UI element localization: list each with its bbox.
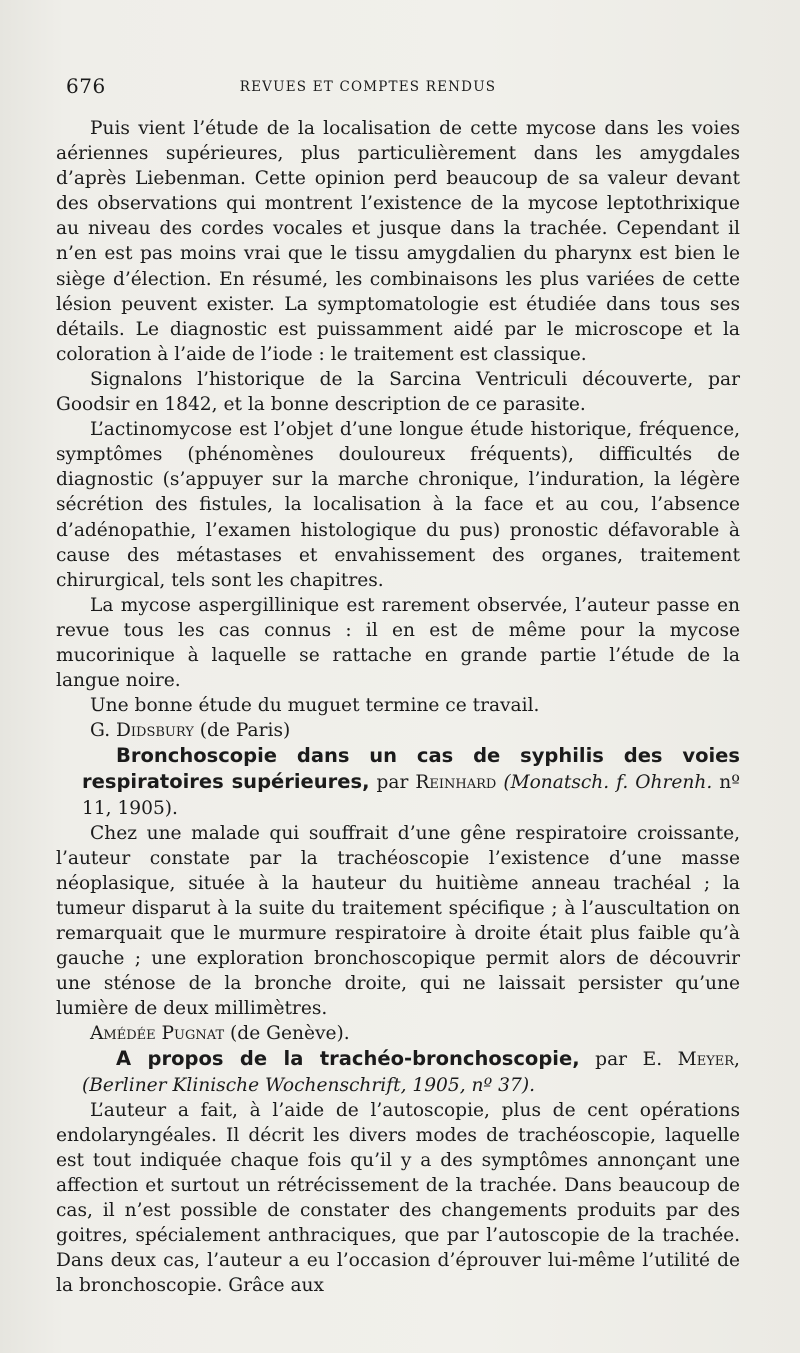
review1-paragraph-5: Une bonne étude du muguet termine ce travail. (90, 695, 540, 717)
review1-paragraph-2: Signalons l’historique de la Sarcina Ventriculi découverte, par Goodsir en 1842, et la bonne description de ce parasite. (56, 368, 740, 416)
review2-source: (Monatsch. f. Ohrenh. (503, 772, 713, 794)
review1-signature-place: (de Paris) (199, 720, 291, 742)
review3-paragraph: L’auteur a fait, à l’aide de l’autoscopie, plus de cent opérations endolaryngéales. Il décrit les divers modes de trachéoscopie, laquelle est tout indiquée chaque fois qu’il y a des symptômes annonçant une affection et surtout un rétrécissement de la trachée. Dans beaucoup de cas, il n’est possible de constater des changements produits par des goitres, spécialement anthraciques, que par l’autoscopie de la trachée. Dans deux cas, l’auteur a eu l’occasion d’éprouver lui-même l’utilité de la bronchoscopie. Grâce aux (56, 1099, 740, 1297)
review3-title: A propos de la trachéo-bronchoscopie, (116, 1047, 580, 1071)
review2-signature-name: Amédée Pugnat (90, 1023, 225, 1045)
review2-par: par (376, 772, 409, 794)
review3-par: par (595, 1049, 628, 1071)
running-head: REVUES ET COMPTES RENDUS (239, 79, 497, 95)
page-body (56, 116, 740, 1298)
review1-signature-name: G. Didsbury (90, 720, 194, 742)
review1-signature (56, 718, 740, 743)
review2-issue: nº 11, 1905). (82, 772, 740, 819)
review3-source: (Berliner Klinische Wochenschrift, 1905, nº 37). (82, 1074, 535, 1096)
review2-signature (56, 1021, 740, 1046)
page-header (66, 74, 746, 100)
review2-paragraph: Chez une malade qui souffrait d’une gêne respiratoire croissante, l’auteur constate par la trachéoscopie l’existence d’une masse néoplasique, située à la hauteur du huitième anneau trachéal ; la tumeur disparut à la suite du traitement spécifique ; à l’auscultation on remarquait que le murmure respiratoire à droite était plus faible qu’à gauche ; une exploration bronchoscopique permit alors de découvrir une sténose de la bronche droite, qui ne laissait persister qu’une lumière de deux millimètres. (56, 822, 740, 1020)
review1-paragraph-3: L’actinomycose est l’objet d’une longue étude historique, fréquence, symptômes (phénomènes douloureux fréquents), difficultés de diagnostic (s’appuyer sur la marche chronique, l’induration, la légère sécrétion des fistules, la localisation à la face et au cou, l’absence d’adénopathie, l’examen histologique du pus) pronostic défavorable à cause des métastases et envahissement des organes, traitement chirurgical, tels sont les chapitres. (56, 419, 740, 591)
review3-author: E. Meyer, (642, 1049, 740, 1071)
review2-signature-place: (de Genève). (230, 1023, 350, 1045)
review2-title: Bronchoscopie dans un cas de syphilis des voies respiratoires supérieures, (82, 744, 740, 794)
review2-heading (56, 743, 740, 820)
review1-paragraph-4: La mycose aspergillinique est rarement observée, l’auteur passe en revue tous les cas connus : il en est de même pour la mycose mucorinique à laquelle se rattache en grande partie l’étude de la langue noire. (56, 594, 740, 692)
review1-paragraph-1: Puis vient l’étude de la localisation de cette mycose dans les voies aériennes supérieures, plus particulièrement dans les amygdales d’après Liebenman. Cette opinion perd beaucoup de sa valeur devant des observations qui montrent l’existence de la mycose leptothrixique au niveau des cordes vocales et jusque dans la trachée. Cependant il n’en est pas moins vrai que le tissu amygdalien du pharynx est bien le siège d’élection. En résumé, les combinaisons les plus variées de cette lésion peuvent exister. La symptomatologie est étudiée dans tous ses détails. Le diagnostic est puissamment aidé par le microscope et la coloration à l’aide de l’iode : le traitement est classique. (56, 118, 740, 365)
page-number: 676 (66, 74, 106, 98)
review3-heading (56, 1046, 740, 1097)
review2-author: Reinhard (415, 772, 497, 794)
